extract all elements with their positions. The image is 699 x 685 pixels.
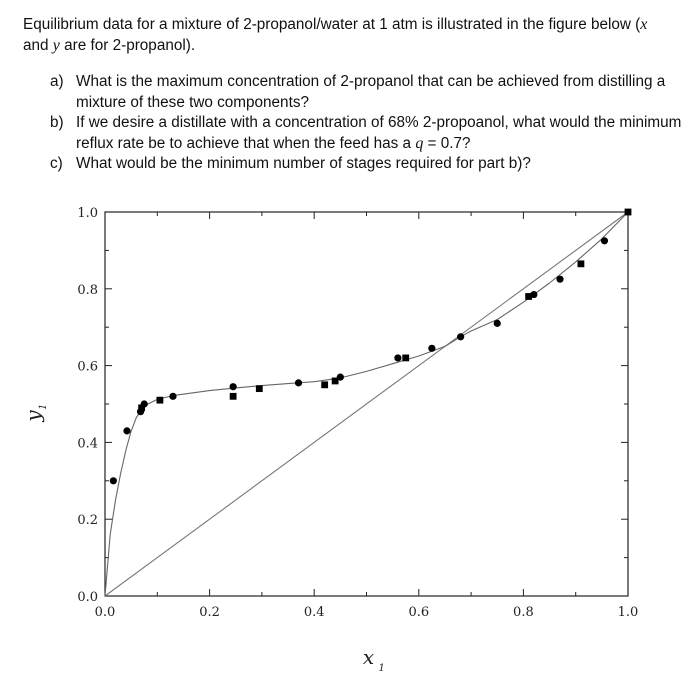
question-b: [50, 113, 690, 154]
data-point-square: [157, 397, 164, 404]
y-tick-label: 0.4: [77, 436, 98, 452]
data-point-circle: [494, 320, 501, 327]
data-point-circle: [428, 345, 435, 352]
question-label: a): [50, 73, 64, 90]
y-axis-title: y: [21, 410, 45, 422]
question-label: b): [50, 114, 64, 131]
question-text-post: = 0.7?: [423, 134, 471, 152]
data-point-square: [625, 209, 632, 216]
data-point-circle: [601, 237, 608, 244]
data-point-circle: [169, 393, 176, 400]
x-variable: x: [640, 16, 648, 33]
data-point-square: [332, 378, 339, 385]
data-point-square: [138, 404, 145, 411]
y-axis-subscript: 1: [38, 403, 49, 410]
x-tick-label: 0.0: [94, 605, 116, 620]
x-tick-label: 0.2: [199, 605, 220, 620]
question-c: [50, 154, 690, 175]
y-axis-title-group: [21, 404, 49, 423]
vle-chart: [0, 195, 699, 685]
data-markers: [110, 209, 632, 485]
data-point-circle: [230, 383, 237, 390]
question-a: [50, 72, 690, 113]
x-tick-label: 0.6: [408, 605, 430, 620]
y-tick-label: 0.6: [77, 359, 98, 375]
q-variable: q: [415, 134, 424, 152]
problem-intro: [23, 14, 673, 56]
data-point-square: [525, 293, 532, 300]
question-text-pre: If we desire a distillate with a concentration of 68% 2-propoanol, what would the minimum reflux rate be to achieve that when the feed has a: [76, 114, 682, 152]
question-label: c): [50, 155, 63, 172]
data-point-circle: [110, 477, 117, 484]
y-tick-label: 0.0: [77, 590, 98, 605]
x-axis-title: x: [362, 645, 375, 669]
x-tick-label: 1.0: [617, 605, 639, 620]
y-tick-label: 0.8: [77, 282, 98, 298]
data-point-square: [578, 260, 585, 267]
data-point-square: [256, 385, 263, 392]
data-point-square: [230, 393, 237, 400]
intro-text-mid: and: [23, 37, 53, 54]
data-point-square: [321, 381, 328, 388]
y-tick-label: 1.0: [77, 206, 98, 221]
data-point-circle: [457, 333, 464, 340]
intro-text-post: are for 2-propanol).: [59, 37, 196, 54]
intro-text-pre: Equilibrium data for a mixture of 2-propanol/water at 1 atm is illustrated in the figure below (: [23, 16, 641, 33]
x-tick-label: 0.8: [513, 605, 534, 620]
data-point-circle: [394, 354, 401, 361]
question-text: [76, 113, 690, 154]
question-text: What is the maximum concentration of 2-propanol that can be achieved from distilling a mixture of these two components?: [76, 73, 666, 111]
data-point-circle: [556, 276, 563, 283]
y-tick-label: 0.2: [77, 513, 98, 529]
x-axis-subscript: 1: [378, 663, 385, 674]
chart-lines: [105, 212, 628, 596]
data-point-circle: [123, 427, 130, 434]
data-point-square: [402, 355, 409, 362]
data-point-circle: [295, 379, 302, 386]
diagonal-line: [105, 212, 628, 596]
question-text: What would be the minimum number of stages required for part b)?: [76, 155, 531, 172]
question-list: [50, 72, 690, 175]
y-variable: y: [52, 37, 60, 54]
axis-labels: [21, 206, 638, 674]
x-tick-label: 0.4: [303, 605, 325, 620]
